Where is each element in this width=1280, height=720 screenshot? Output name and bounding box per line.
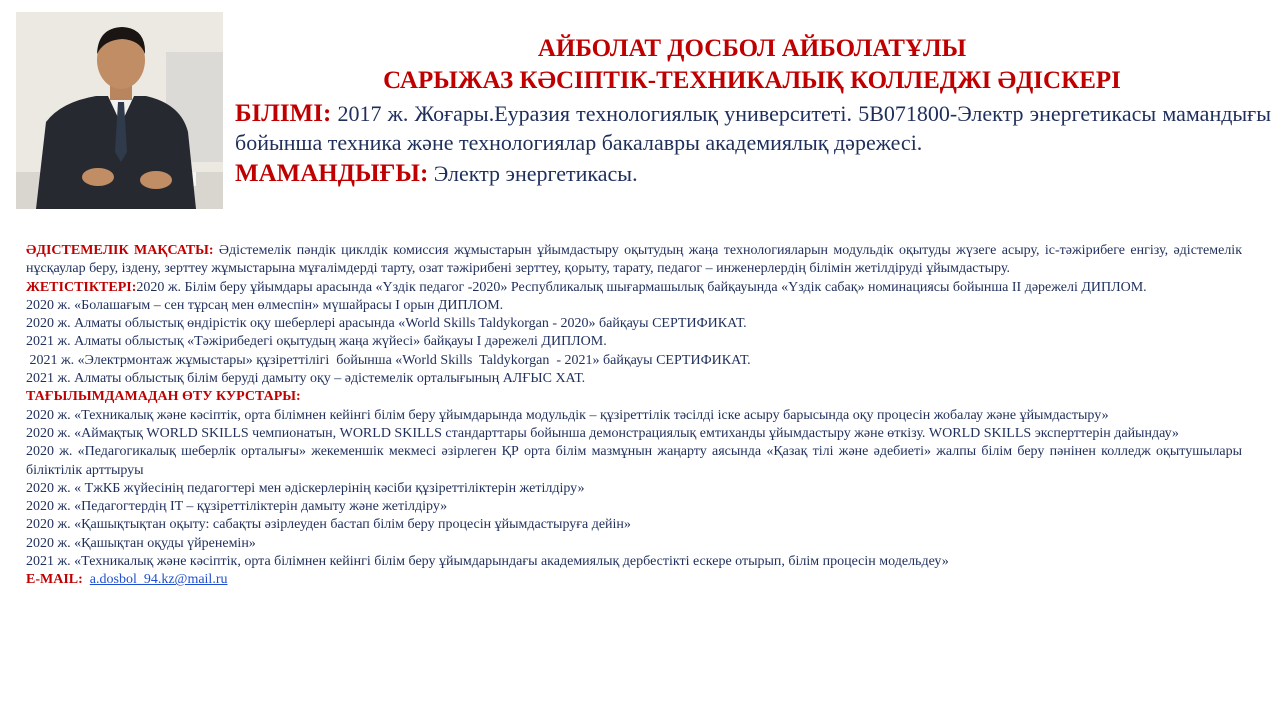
profile-details [26,242,1242,590]
specialty-label: МАМАНДЫҒЫ: [235,160,429,187]
portrait-photo [16,12,223,209]
course-item: 2020 ж. «Педагогтердің IT – құзіреттіліктерін дамыту және жетілдіру» [26,499,448,515]
person-name: АЙБОЛАТ ДОСБОЛ АЙБОЛАТҰЛЫ [537,35,967,62]
education-block [235,99,1271,157]
method-goal-text: Әдістемелік пәндік циклдік комиссия жұмыстарын ұйымдастыру оқытудың жаңа технологияларын модульдік оқытуды жүзеге асыру, іс-тәжірибеге енгізу, әдістемелік нұсқаулар беру, іздену, зерттеу жұмыстарына мұғалімдерді тарту, озат тәжірибені зерттеу, қорыту, тарату, педагог – инженерлердің білімін жетілдіруді ұйымдастыру. [26,243,1242,277]
course-item: 2020 ж. «Қашықтан оқуды үйренемін» [26,535,256,551]
course-item: 2020 ж. « ТжКБ жүйесінің педагогтері мен әдіскерлерінің кәсіби құзіреттіліктерін жетілдіру» [26,480,585,496]
course-item: 2020 ж. «Қашықтықтан оқыту: сабақты әзірлеуден бастап білім беру процесін ұйымдастыруға дейін» [26,517,631,533]
course-item: 2020 ж. «Педагогикалық шеберлік орталығы» жекеменшік мекмесі әзірлеген ҚР орта білім мазмұнын жаңарту аясында «Қазақ тілі және әдебиеті» жалпы білім беру пәнінен колледж оқытушылары біліктілік арттыруы [26,444,1242,478]
method-goal-label: ӘДІСТЕМЕЛІК МАҚСАТЫ: [26,243,214,258]
college-position-title: САРЫЖАЗ КӘСІПТІК-ТЕХНИКАЛЫҚ КОЛЛЕДЖІ ӘДІСКЕРІ [383,67,1121,94]
courses-label: ТАҒЫЛЫМДАМАДАН ӨТУ КУРСТАРЫ: [26,389,301,405]
education-label: БІЛІМІ: [235,100,332,127]
achievement-item: 2021 ж. Алматы облыстық «Тәжірибедегі оқытудың жаңа жүйесі» байқауы І дәрежелі ДИПЛОМ. [26,334,607,350]
email-link[interactable]: a.dosbol_94.kz@mail.ru [89,572,228,588]
email-label: E-MAIL: [26,572,83,588]
achievement-item: 2021 ж. Алматы облыстық білім беруді дамыту оқу – әдістемелік орталығының АЛҒЫС ХАТ. [26,371,586,387]
achievements-first [26,279,1242,297]
course-item: 2020 ж. «Техникалық және кәсіптік, орта білімнен кейінгі білім беру ұйымдарында модульдік – құзіреттілік тәсілді іске асыру барысында оқу процесін жобалау және ұйымдастыру» [26,407,1109,423]
achievements-label: ЖЕТІСТІКТЕРІ: [26,279,137,295]
education-text: 2017 ж. Жоғары.Еуразия технологиялық университеті. 5В071800-Электр энергетикасы мамандығы бойынша техника және технологиялар бакалавры академиялық дәрежесі. [235,101,1271,155]
achievement-item: 2020 ж. Алматы облыстық өндірістік оқу шеберлері арасында «World Skills Taldykorgan - 2020» байқауы СЕРТИФИКАТ. [26,316,747,332]
achievement-item: 2020 ж. Білім беру ұйымдары арасында «Үздік педагог -2020» Республикалық шығармашылық байқауында «Үздік сабақ» номинациясы бойынша ІІ дәрежелі ДИПЛОМ. [136,279,1147,295]
course-item: 2021 ж. «Техникалық және кәсіптік, орта білімнен кейінгі білім беру ұйымдарындағы академиялық дербестікті ескере отырып, білім процесін модельдеу» [26,554,949,570]
method-goal-paragraph [26,242,1242,279]
specialty-block [235,160,1271,188]
achievement-item: 2021 ж. «Электрмонтаж жұмыстары» құзіреттілігі бойынша «World Skills Taldykorgan - 2021» байқауы СЕРТИФИКАТ. [26,352,751,368]
specialty-text: Электр энергетикасы. [428,161,638,186]
email-line [26,571,1242,589]
achievement-item: 2020 ж. «Болашағым – сен тұрсаң мен өлмеспін» мүшайрасы І орын ДИПЛОМ. [26,297,504,313]
course-item: 2020 ж. «Аймақтық WORLD SKILLS чемпионатын, WORLD SKILLS стандарттары бойынша демонстрациялық емтиханды ұйымдастыру және өткізу. WORLD SKILLS эксперттерін дайындау» [26,425,1179,441]
